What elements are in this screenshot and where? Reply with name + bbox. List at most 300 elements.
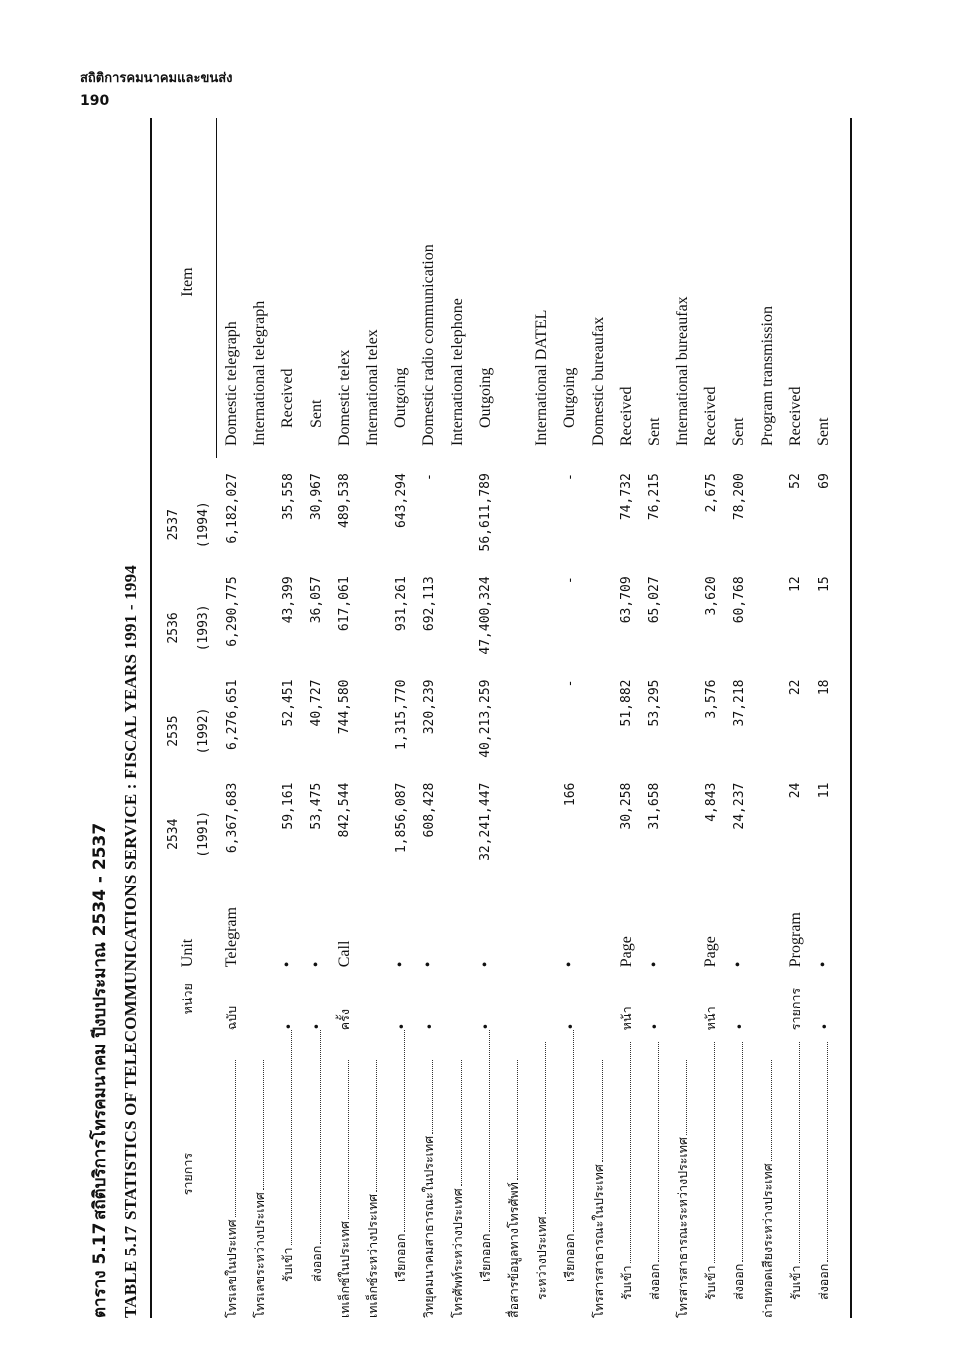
col-header-item-en: Item: [179, 267, 196, 297]
row-item-th: [359, 1030, 387, 1318]
thai-table-caption: สถิติบริการโทรคมนาคม ปีงบประมาณ 2534 - 2537: [90, 822, 110, 1220]
item-th-label: สื่อสารข้อมูลทางโทรศัพท์: [505, 1182, 521, 1318]
row-value-year-3: [754, 576, 782, 679]
spacer: [613, 446, 641, 473]
row-value-year-2: [669, 679, 697, 782]
leader-dots: [235, 1060, 236, 1217]
row-unit-th: หน้า: [618, 1006, 634, 1031]
row-unit-th: [754, 967, 782, 1030]
row-value-year-4: [500, 473, 528, 576]
row-value-year-1: [528, 783, 556, 886]
item-leader: [278, 1030, 298, 1282]
row-unit-th: •: [562, 1022, 578, 1031]
spacer: [158, 446, 218, 473]
table-bottom-rule: [850, 118, 852, 1318]
row-item-en: Sent: [645, 417, 663, 447]
row-value-year-1: 59,161: [280, 782, 296, 830]
row-value-year-3: 617,061: [337, 576, 353, 632]
row-unit-th: •: [393, 1022, 409, 1031]
row-unit-th: •: [478, 1022, 494, 1031]
row-unit-th: •: [647, 1022, 663, 1031]
row-value-year-2: 37,218: [731, 679, 747, 727]
table-row: [415, 118, 443, 1318]
row-unit-th: [528, 967, 556, 1030]
item-th-label: ส่งออก: [731, 1263, 747, 1300]
row-item-en: Outgoing: [476, 367, 494, 429]
row-value-year-1: 1,856,087: [393, 782, 409, 854]
row-item-en: Sent: [730, 417, 748, 447]
row-item-en: Received: [617, 386, 635, 447]
leader-dots: [630, 1042, 631, 1264]
item-th-label: รับเข้า: [280, 1247, 296, 1282]
item-th-label: วิทยุคมนาคมสาธารณะในประเทศ: [421, 1135, 437, 1318]
leader-dots: [432, 1060, 433, 1134]
row-value-year-3: -: [562, 576, 578, 585]
row-value-year-3: 931,261: [393, 576, 409, 632]
item-th-label: ส่งออก: [646, 1263, 662, 1300]
row-item-th: [782, 1030, 810, 1318]
row-value-year-2: 320,239: [421, 679, 437, 735]
item-th-label: โทรสารสาธารณะในประเทศ: [590, 1164, 606, 1318]
row-value-year-2: 51,882: [619, 679, 635, 727]
row-unit-en: [584, 886, 612, 967]
table-body: [218, 118, 838, 1318]
row-unit-th: รายการ: [787, 987, 803, 1031]
item-th-label: เรียกออก: [477, 1233, 493, 1282]
row-value-year-3: [500, 576, 528, 679]
row-value-year-4: [359, 473, 387, 576]
row-unit-en: •: [561, 961, 579, 968]
table-row: [782, 118, 810, 1318]
row-item-th: [528, 1030, 556, 1318]
row-value-year-4: 69: [816, 473, 832, 489]
item-leader: [222, 1060, 242, 1318]
row-unit-en: [669, 886, 697, 967]
item-th-label: ส่งออก: [816, 1263, 832, 1300]
col-header-unit-th: หน่วย: [180, 983, 195, 1015]
row-value-year-4: [444, 473, 472, 576]
spacer: [415, 446, 443, 473]
english-table-label: TABLE 5.17: [121, 1225, 140, 1318]
spacer: [274, 446, 302, 473]
table-row: [669, 118, 697, 1318]
row-value-year-1: [669, 783, 697, 886]
section-title: สถิติการคมนาคมและขนส่ง: [80, 71, 233, 86]
row-value-year-4: -: [421, 473, 437, 481]
item-th-label: รับเข้า: [618, 1265, 634, 1300]
row-value-year-4: 2,675: [703, 473, 719, 513]
row-value-year-2: 744,580: [337, 679, 353, 735]
row-unit-th: [246, 967, 274, 1030]
row-unit-en: •: [279, 961, 297, 968]
row-item-en: Domestic telex: [335, 349, 353, 447]
leader-dots: [799, 1042, 800, 1264]
row-unit-th: •: [816, 1022, 832, 1031]
row-value-year-1: 24,237: [731, 782, 747, 830]
row-item-th: [303, 1030, 331, 1318]
row-value-year-2: [584, 679, 612, 782]
item-leader: [645, 1042, 665, 1300]
row-value-year-3: 65,027: [647, 576, 663, 624]
rotated-table-region: [84, 108, 864, 1318]
row-value-year-4: 35,558: [280, 473, 296, 521]
table-row: [387, 118, 415, 1318]
leader-dots: [404, 1030, 405, 1231]
spacer: [303, 446, 331, 473]
row-value-year-3: 36,057: [309, 576, 325, 624]
row-value-year-2: 22: [788, 679, 804, 696]
row-value-year-3: 47,400,324: [478, 576, 494, 655]
table-row: [218, 118, 246, 1318]
row-unit-en: [359, 886, 387, 967]
thai-table-label: ตาราง 5.17: [90, 1222, 110, 1318]
col-header-year-1-ce: (1991): [195, 810, 211, 858]
leader-dots: [517, 1060, 518, 1180]
spacer: [500, 446, 528, 473]
item-th-label: เรียกออก: [562, 1233, 578, 1282]
row-unit-en: •: [392, 961, 410, 968]
row-value-year-4: -: [562, 473, 578, 481]
row-value-year-3: 60,768: [731, 576, 747, 624]
row-value-year-4: [246, 473, 274, 576]
row-value-year-1: [246, 783, 274, 886]
row-unit-th: ฉบับ: [224, 1005, 240, 1031]
item-th-label: ระหว่างประเทศ: [534, 1216, 550, 1300]
row-item-th: [331, 1030, 359, 1318]
table-row: [274, 118, 302, 1318]
item-leader: [560, 1030, 580, 1282]
row-item-th: [274, 1030, 302, 1318]
row-value-year-3: 63,709: [619, 576, 635, 624]
row-item-en: International DATEL: [533, 309, 551, 447]
table-row: [472, 118, 500, 1318]
table-row: [584, 118, 612, 1318]
row-item-en: [500, 118, 528, 446]
leader-dots: [658, 1042, 659, 1262]
row-value-year-4: [754, 473, 782, 576]
item-th-label: โทรศัพท์ระหว่างประเทศ: [449, 1188, 465, 1318]
leader-dots: [291, 1030, 292, 1245]
spacer: [359, 446, 387, 473]
table-row: [528, 118, 556, 1318]
row-item-en: Received: [279, 368, 297, 429]
col-header-year-3-ce: (1993): [195, 604, 211, 652]
spacer: [556, 446, 584, 473]
row-value-year-1: 31,658: [647, 782, 663, 830]
row-value-year-2: 40,727: [309, 679, 325, 727]
row-unit-en: Page: [702, 936, 720, 968]
leader-dots: [573, 1030, 574, 1231]
item-leader: [814, 1042, 834, 1300]
row-item-th: [444, 1030, 472, 1318]
leader-dots: [461, 1060, 462, 1186]
row-value-year-3: 6,290,775: [224, 576, 240, 647]
col-header-year-1-be: 2534: [165, 818, 181, 850]
row-item-th: [641, 1030, 669, 1318]
table-row: [754, 118, 782, 1318]
table-row: [613, 118, 641, 1318]
row-unit-en: •: [307, 961, 325, 968]
row-value-year-1: [584, 783, 612, 886]
item-leader: [786, 1042, 806, 1300]
table-row: [246, 118, 274, 1318]
leader-dots: [263, 1060, 264, 1190]
row-value-year-4: 643,294: [393, 473, 409, 528]
col-header-year-4-ce: (1994): [195, 501, 211, 549]
row-value-year-1: 4,843: [703, 782, 719, 822]
item-leader: [701, 1042, 721, 1300]
table-row: [303, 118, 331, 1318]
item-th-label: เทเล็กซ์ระหว่างประเทศ: [365, 1193, 381, 1318]
item-leader: [250, 1060, 270, 1318]
row-value-year-1: 32,241,447: [478, 782, 494, 861]
row-item-en: Domestic bureaufax: [589, 316, 607, 447]
row-value-year-4: 74,732: [619, 473, 635, 521]
header-row-1: [158, 118, 188, 1318]
row-value-year-1: 24: [788, 782, 804, 799]
row-item-en: Received: [786, 386, 804, 447]
row-unit-th: [584, 967, 612, 1030]
table-row: [641, 118, 669, 1318]
row-unit-en: [754, 886, 782, 967]
row-value-year-2: 53,295: [647, 679, 663, 727]
spacer: [472, 446, 500, 473]
row-unit-th: หน้า: [703, 1006, 719, 1031]
item-leader: [476, 1030, 496, 1282]
leader-dots: [686, 1060, 687, 1135]
row-value-year-4: 489,538: [337, 473, 353, 528]
spacer: [218, 446, 246, 473]
row-item-th: [387, 1030, 415, 1318]
item-leader: [758, 1060, 778, 1318]
row-value-year-2: 18: [816, 679, 832, 696]
row-item-en: Sent: [815, 417, 833, 447]
spacer: [246, 446, 274, 473]
leader-dots: [602, 1060, 603, 1162]
row-value-year-3: [584, 576, 612, 679]
row-item-en: Domestic telegraph: [223, 321, 241, 447]
col-header-year-4-be: 2537: [165, 509, 181, 541]
row-unit-en: [500, 886, 528, 967]
table-row: [359, 118, 387, 1318]
row-value-year-4: 56,611,789: [478, 473, 494, 552]
leader-dots: [742, 1042, 743, 1262]
row-item-th: [556, 1030, 584, 1318]
leader-dots: [714, 1042, 715, 1264]
table-row: [500, 118, 528, 1318]
item-leader: [391, 1030, 411, 1282]
row-value-year-2: 6,276,651: [224, 679, 240, 750]
row-item-en: International telephone: [448, 298, 466, 447]
page-header: [80, 68, 233, 112]
spacer: [754, 446, 782, 473]
col-header-unit-en: Unit: [179, 938, 196, 968]
row-value-year-1: 30,258: [619, 782, 635, 830]
row-value-year-2: [500, 679, 528, 782]
row-item-en: Received: [702, 386, 720, 447]
row-value-year-3: 43,399: [280, 576, 296, 624]
row-item-th: [415, 1030, 443, 1318]
spacer: [584, 446, 612, 473]
row-item-th: [725, 1030, 753, 1318]
row-value-year-1: [500, 783, 528, 886]
table-row: [725, 118, 753, 1318]
row-unit-th: [669, 967, 697, 1030]
row-value-year-3: [444, 576, 472, 679]
row-value-year-1: 842,544: [337, 782, 353, 838]
row-unit-en: [444, 886, 472, 967]
table-row: [556, 118, 584, 1318]
row-item-en: International telex: [364, 329, 382, 447]
item-th-label: รับเข้า: [703, 1265, 719, 1300]
row-unit-en: Program: [786, 912, 804, 968]
item-th-label: โทรเลขในประเทศ: [224, 1219, 240, 1318]
row-value-year-3: [246, 576, 274, 679]
row-value-year-4: 6,182,027: [224, 473, 240, 544]
english-table-caption: STATISTICS OF TELECOMMUNICATIONS SERVICE : FISCAL YEARS 1991 - 1994: [121, 565, 140, 1220]
row-value-year-3: 692,113: [421, 576, 437, 632]
row-value-year-2: 52,451: [280, 679, 296, 727]
spacer: [641, 446, 669, 473]
leader-dots: [320, 1030, 321, 1243]
item-leader: [673, 1060, 693, 1318]
item-th-label: เรียกออก: [393, 1233, 409, 1282]
row-value-year-4: 30,967: [309, 473, 325, 521]
row-item-th: [472, 1030, 500, 1318]
row-unit-th: [359, 967, 387, 1030]
row-unit-en: •: [420, 961, 438, 968]
spacer: [387, 446, 415, 473]
item-leader: [448, 1060, 468, 1318]
col-header-year-2-ce: (1992): [195, 707, 211, 755]
row-unit-th: [500, 967, 528, 1030]
row-unit-th: •: [309, 1022, 325, 1031]
row-unit-th: •: [280, 1022, 296, 1031]
leader-dots: [545, 1042, 546, 1214]
row-value-year-3: 15: [816, 576, 832, 592]
row-value-year-4: 52: [788, 473, 804, 489]
row-value-year-3: [669, 576, 697, 679]
col-header-year-3-be: 2536: [165, 612, 181, 644]
row-value-year-4: [669, 473, 697, 576]
table-titles: [84, 108, 146, 1318]
spacer: [669, 446, 697, 473]
item-leader: [419, 1060, 439, 1318]
row-unit-en: Call: [335, 940, 353, 968]
item-th-label: ถ่ายทอดเสียงระหว่างประเทศ: [759, 1163, 775, 1318]
table-row: [444, 118, 472, 1318]
leader-dots: [489, 1030, 490, 1231]
row-value-year-2: -: [562, 679, 578, 688]
row-item-en: International telegraph: [251, 300, 269, 447]
statistics-table: [158, 118, 838, 1318]
row-value-year-2: 40,213,259: [478, 679, 494, 758]
row-value-year-3: 12: [788, 576, 804, 592]
col-header-item-th: รายการ: [180, 1152, 195, 1196]
row-value-year-2: [754, 679, 782, 782]
row-item-en: International bureaufax: [674, 296, 692, 447]
row-unit-th: •: [731, 1022, 747, 1031]
row-unit-en: [528, 886, 556, 967]
row-item-en: Sent: [307, 399, 325, 429]
spacer: [810, 446, 838, 473]
row-value-year-1: [359, 783, 387, 886]
row-value-year-2: 1,315,770: [393, 679, 409, 750]
row-value-year-2: [359, 679, 387, 782]
row-item-th: [500, 1030, 528, 1318]
row-value-year-1: [444, 783, 472, 886]
row-value-year-1: 53,475: [309, 782, 325, 830]
leader-dots: [771, 1060, 772, 1161]
row-value-year-1: 608,428: [421, 782, 437, 838]
row-item-th: [246, 1030, 274, 1318]
row-value-year-3: 3,620: [703, 576, 719, 616]
row-unit-en: •: [815, 961, 833, 968]
row-value-year-2: [528, 679, 556, 782]
row-value-year-2: [444, 679, 472, 782]
col-header-year-2-be: 2535: [165, 715, 181, 747]
row-value-year-3: [528, 576, 556, 679]
item-leader: [589, 1060, 609, 1318]
row-item-th: [218, 1030, 246, 1318]
row-value-year-4: 78,200: [731, 473, 747, 521]
leader-dots: [348, 1060, 349, 1219]
row-unit-en: •: [476, 961, 494, 968]
row-value-year-4: [584, 473, 612, 576]
row-item-th: [754, 1030, 782, 1318]
spacer: [528, 446, 556, 473]
item-leader: [532, 1042, 552, 1300]
spacer: [725, 446, 753, 473]
row-unit-th: [444, 967, 472, 1030]
item-th-label: รับเข้า: [787, 1265, 803, 1300]
item-th-label: โทรเลขระหว่างประเทศ: [252, 1192, 268, 1318]
spacer: [331, 446, 359, 473]
spacer: [697, 446, 725, 473]
spacer: [444, 446, 472, 473]
page-number: 190: [80, 93, 110, 109]
row-unit-en: [246, 886, 274, 967]
row-item-th: [613, 1030, 641, 1318]
table-row: [810, 118, 838, 1318]
item-leader: [617, 1042, 637, 1300]
item-leader: [504, 1060, 524, 1318]
item-th-label: ส่งออก: [308, 1245, 324, 1282]
row-unit-en: Page: [617, 936, 635, 968]
row-value-year-4: 76,215: [647, 473, 663, 521]
item-th-label: โทรสารสาธารณะระหว่างประเทศ: [675, 1137, 691, 1318]
english-table-title: [116, 108, 146, 1318]
row-item-en: Outgoing: [561, 367, 579, 429]
row-unit-en: Telegram: [223, 907, 241, 968]
leader-dots: [827, 1042, 828, 1262]
table-row: [697, 118, 725, 1318]
row-item-en: Domestic radio communication: [420, 244, 438, 447]
row-item-en: Program transmission: [758, 306, 776, 447]
thai-table-title: [84, 108, 116, 1318]
item-leader: [729, 1042, 749, 1300]
item-leader: [363, 1060, 383, 1318]
leader-dots: [376, 1060, 377, 1192]
row-item-en: Outgoing: [392, 367, 410, 429]
row-value-year-1: 166: [562, 782, 578, 807]
table-row: [331, 118, 359, 1318]
row-value-year-1: 11: [816, 782, 832, 799]
row-item-th: [697, 1030, 725, 1318]
row-value-year-1: [754, 783, 782, 886]
row-item-th: [669, 1030, 697, 1318]
row-unit-en: •: [645, 961, 663, 968]
